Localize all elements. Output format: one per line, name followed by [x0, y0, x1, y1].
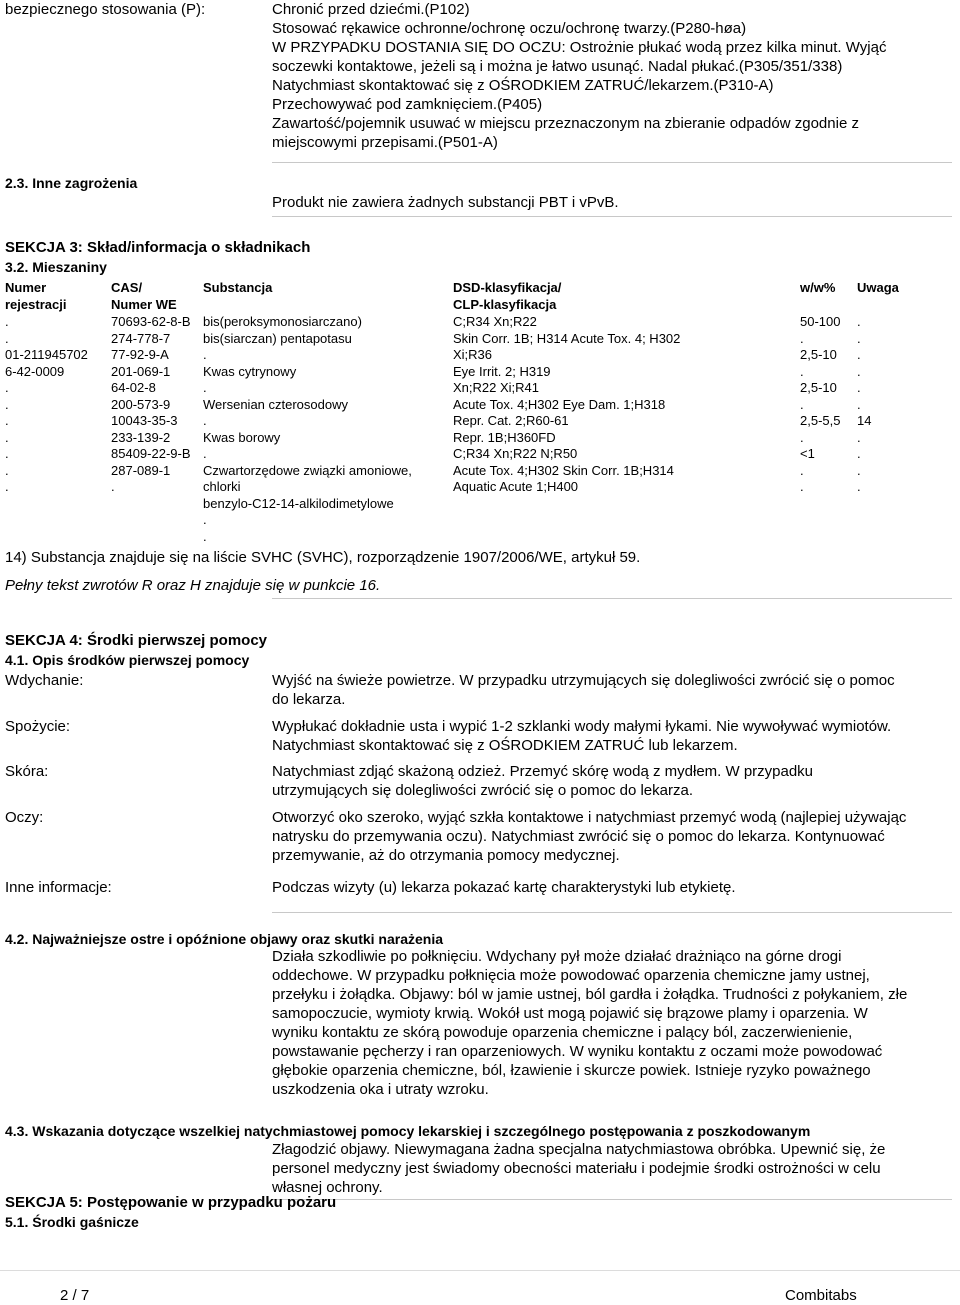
cell-subst: chlorki — [203, 479, 241, 494]
first-aid-line: Podczas wizyty (u) lekarza pokazać kartę charakterystyki lub etykietę. — [272, 879, 736, 896]
table-row — [0, 446, 960, 462]
cell-dsd: Eye Irrit. 2; H319 — [453, 363, 551, 379]
section42-line: głębokie oparzenia chemiczne, ból, łzawienie i skurcze powiek. Istnieje ryzyko poważnego — [272, 1062, 871, 1079]
cell-dsd: C;R34 Xn;R22 N;R50 — [453, 446, 578, 461]
col-header-note: Uwaga — [857, 280, 899, 295]
cell-note: . — [857, 429, 861, 445]
page-number: 2 / 7 — [60, 1287, 90, 1304]
cell-dsd: Repr. 1B;H360FD — [453, 429, 556, 445]
cell-cas: 274-778-7 — [111, 330, 171, 346]
svhc-footnote: 14) Substancja znajduje się na liście SVHC (SVHC), rozporządzenie 1907/2006/WE, artykuł 59. — [5, 549, 641, 566]
table-row — [0, 380, 960, 396]
cell-dsd: C;R34 Xn;R22 — [453, 314, 537, 329]
other-hazards-heading: 2.3. Inne zagrożenia — [5, 175, 138, 191]
section3-heading: SEKCJA 3: Skład/informacja o składnikach — [5, 239, 311, 256]
p-statement-line: Stosować rękawice ochronne/ochronę oczu/ochronę twarzy.(P280-høa) — [272, 20, 747, 37]
table-row — [0, 331, 960, 347]
first-aid-line: Natychmiast skontaktować się z OŚRODKIEM ZATRUĆ lub lekarzem. — [272, 737, 738, 754]
cell-note: 14 — [857, 413, 872, 428]
section42-line: uszkodzenia oka i utraty wzroku. — [272, 1081, 489, 1098]
cell-note: . — [857, 462, 861, 478]
section42-line: wyniku kontaktu ze skórą powoduje oparzenia chemiczne i palący ból, zaczerwienienie, — [272, 1024, 853, 1041]
col-header-substance: Substancja — [203, 280, 273, 295]
cell-cas: 10043-35-3 — [111, 413, 178, 428]
divider — [272, 162, 952, 163]
cell-subst: benzylo-C12-14-alkilodimetylowe — [203, 495, 394, 511]
cell-reg: . — [5, 314, 9, 329]
cell-note: . — [857, 347, 861, 362]
cell-dsd: Xi;R36 — [453, 347, 493, 362]
cell-reg: . — [5, 446, 9, 461]
section43-line: personel medyczny jest świadomy obecności materiału i podejmie środki ostrożności w celu — [272, 1160, 881, 1177]
cell-dsd: Skin Corr. 1B; H314 Acute Tox. 4; H302 — [453, 330, 681, 346]
table-row — [0, 529, 960, 545]
cell-reg: . — [5, 380, 9, 395]
first-aid-text — [272, 762, 952, 800]
cell-reg: . — [5, 462, 9, 478]
cell-cas: 201-069-1 — [111, 363, 171, 379]
table-row — [0, 512, 960, 528]
first-aid-text — [272, 671, 952, 709]
p-statement-line: W PRZYPADKU DOSTANIA SIĘ DO OCZU: Ostrożnie płukać wodą przez kilka minut. Wyjąć — [272, 39, 887, 56]
cell-note: . — [857, 479, 861, 494]
cell-cas: 64-02-8 — [111, 380, 156, 395]
other-hazards-text: Produkt nie zawiera żadnych substancji PBT i vPvB. — [272, 194, 619, 211]
cell-cas: 70693-62-8-B — [111, 314, 191, 329]
first-aid-line: Natychmiast zdjąć skażoną odzież. Przemyć skórę wodą z mydłem. W przypadku — [272, 763, 814, 780]
p-statement-line: Natychmiast skontaktować się z OŚRODKIEM ZATRUĆ/lekarzem.(P310-A) — [272, 77, 774, 94]
section43-line: własnej ochrony. — [272, 1179, 383, 1196]
cell-subst: . — [203, 347, 207, 362]
first-aid-label: Skóra: — [5, 763, 49, 780]
cell-reg: . — [5, 429, 9, 445]
cell-subst: Kwas borowy — [203, 429, 281, 445]
first-aid-text — [272, 878, 952, 897]
footer-divider — [0, 1270, 960, 1271]
p-statements-list — [272, 0, 952, 152]
fulltext-note: Pełny tekst zwrotów R oraz H znajduje się w punkcie 16. — [5, 577, 381, 594]
cell-cas: 85409-22-9-B — [111, 446, 191, 461]
section5-subheading: 5.1. Środki gaśnicze — [5, 1214, 139, 1230]
p-statements-label: bezpiecznego stosowania (P): — [5, 1, 206, 18]
cell-ww: . — [800, 363, 804, 379]
first-aid-label: Oczy: — [5, 809, 44, 826]
col-header-classification: DSD-klasyfikacja/ CLP-klasyfikacja — [453, 280, 562, 312]
col-header-cas: CAS/ Numer WE — [111, 280, 177, 312]
cell-cas: . — [111, 479, 115, 494]
first-aid-label: Inne informacje: — [5, 879, 112, 896]
brand-name: Combitabs — [785, 1287, 857, 1304]
cell-ww: . — [800, 429, 804, 445]
cell-note: . — [857, 396, 861, 412]
p-statement-line: soczewki kontaktowe, jeżeli są i można je łatwo usunąć. Nadal płukać.(P305/351/338) — [272, 58, 843, 75]
cell-subst: Czwartorzędowe związki amoniowe, — [203, 462, 412, 478]
cell-subst: . — [203, 512, 207, 527]
table-row — [0, 496, 960, 512]
divider — [272, 912, 952, 913]
first-aid-line: Otworzyć oko szeroko, wyjąć szkła kontaktowe i natychmiast przemyć wodą (najlepiej używając — [272, 809, 907, 826]
cell-note: . — [857, 380, 861, 395]
section3-subheading: 3.2. Mieszaniny — [5, 259, 107, 275]
cell-ww: . — [800, 462, 804, 478]
table-row — [0, 347, 960, 363]
table-row — [0, 397, 960, 413]
cell-cas: 77-92-9-A — [111, 347, 169, 362]
cell-subst: Kwas cytrynowy — [203, 363, 297, 379]
cell-cas: 200-573-9 — [111, 396, 171, 412]
section42-line: samopoczucie, wymioty krwią. Wokół ust mogą pojawić się brązowe plamy i oparzenia. W — [272, 1005, 868, 1022]
section43-line: Złagodzić objawy. Niewymagana żadna specjalna natychmiastowa obróbka. Upewnić się, że — [272, 1141, 886, 1158]
table-row — [0, 479, 960, 495]
cell-ww: . — [800, 396, 804, 412]
p-statement-line: Chronić przed dziećmi.(P102) — [272, 1, 470, 18]
cell-ww: 2,5-10 — [800, 380, 837, 395]
first-aid-text — [272, 808, 952, 865]
table-row — [0, 364, 960, 380]
cell-subst: . — [203, 528, 207, 544]
table-row — [0, 314, 960, 330]
section42-text — [272, 947, 952, 1099]
first-aid-line: przemywanie, aż do otrzymania pomocy medycznej. — [272, 847, 620, 864]
cell-subst: . — [203, 380, 207, 395]
section42-line: powstawanie pęcherzy i ran oparzeniowych. W wyniku kontaktu z oczami może powodować — [272, 1043, 883, 1060]
col-header-weight: w/w% — [800, 280, 836, 295]
cell-subst: bis(siarczan) pentapotasu — [203, 330, 352, 346]
cell-note: . — [857, 363, 861, 379]
first-aid-line: Wypłukać dokładnie usta i wypić 1-2 szklanki wody małymi łykami. Nie wywoływać wymiotów. — [272, 718, 892, 735]
cell-reg: 01-211945702 — [5, 347, 88, 362]
cell-ww: . — [800, 330, 804, 346]
cell-subst: . — [203, 446, 207, 461]
table-row — [0, 413, 960, 429]
first-aid-line: Wyjść na świeże powietrze. W przypadku utrzymujących się dolegliwości zwrócić się o pomoc — [272, 672, 895, 689]
cell-dsd: Aquatic Acute 1;H400 — [453, 479, 579, 494]
divider — [272, 598, 952, 599]
cell-ww: 2,5-10 — [800, 347, 837, 362]
cell-dsd: Acute Tox. 4;H302 Eye Dam. 1;H318 — [453, 396, 666, 412]
cell-ww: 50-100 — [800, 314, 841, 329]
cell-note: . — [857, 314, 861, 329]
p-statement-line: Zawartość/pojemnik usuwać w miejscu przeznaczonym na zbieranie odpadów zgodnie z — [272, 115, 859, 132]
first-aid-line: do lekarza. — [272, 691, 346, 708]
section4-heading: SEKCJA 4: Środki pierwszej pomocy — [5, 632, 268, 649]
section42-line: oddechowe. W przypadku połknięcia może powodować oparzenia chemiczne jamy ustnej, — [272, 967, 870, 984]
table-row — [0, 430, 960, 446]
divider — [272, 216, 952, 217]
cell-dsd: Acute Tox. 4;H302 Skin Corr. 1B;H314 — [453, 462, 674, 478]
section5-heading: SEKCJA 5: Postępowanie w przypadku pożaru — [5, 1194, 337, 1211]
cell-ww: . — [800, 479, 804, 494]
section43-text — [272, 1140, 952, 1197]
cell-note: . — [857, 330, 861, 346]
first-aid-line: utrzymujących się dolegliwości zwrócić się o pomoc do lekarza. — [272, 782, 693, 799]
cell-dsd: Xn;R22 Xi;R41 — [453, 380, 539, 395]
first-aid-label: Spożycie: — [5, 718, 71, 735]
first-aid-text — [272, 717, 952, 755]
cell-subst: Wersenian czterosodowy — [203, 396, 348, 412]
section42-heading: 4.2. Najważniejsze ostre i opóźnione objawy oraz skutki narażenia — [5, 931, 444, 947]
cell-reg: . — [5, 413, 9, 428]
section43-heading: 4.3. Wskazania dotyczące wszelkiej natychmiastowej pomocy lekarskiej i szczególnego postępowania z poszkodowanym — [5, 1123, 811, 1139]
p-statement-line: Przechowywać pod zamknięciem.(P405) — [272, 96, 543, 113]
section42-line: Działa szkodliwie po połknięciu. Wdychany pył może działać drażniąco na górne drogi — [272, 948, 842, 965]
cell-dsd: Repr. Cat. 2;R60-61 — [453, 413, 569, 428]
cell-reg: . — [5, 479, 9, 494]
section42-line: przełyku i żołądka. Objawy: ból w jamie ustnej, ból gardła i żołądka. Trudności z połykaniem, złe — [272, 986, 908, 1003]
cell-reg: . — [5, 396, 9, 412]
first-aid-line: natrysku do przemywania oczu). Natychmiast zwrócić się o pomoc do lekarza. Kontynuować — [272, 828, 885, 845]
cell-cas: 287-089-1 — [111, 462, 171, 478]
cell-subst: . — [203, 413, 207, 428]
cell-note: . — [857, 446, 861, 461]
cell-subst: bis(peroksymonosiarczano) — [203, 314, 362, 329]
cell-cas: 233-139-2 — [111, 429, 171, 445]
col-header-registration: Numer rejestracji — [5, 280, 67, 312]
cell-reg: 6-42-0009 — [5, 363, 65, 379]
section4-subheading: 4.1. Opis środków pierwszej pomocy — [5, 652, 250, 668]
cell-ww: 2,5-5,5 — [800, 413, 841, 428]
divider — [272, 1199, 952, 1200]
first-aid-label: Wdychanie: — [5, 672, 84, 689]
table-row — [0, 463, 960, 479]
cell-ww: <1 — [800, 446, 815, 461]
cell-reg: . — [5, 330, 9, 346]
p-statement-line: miejscowymi przepisami.(P501-A) — [272, 134, 498, 151]
